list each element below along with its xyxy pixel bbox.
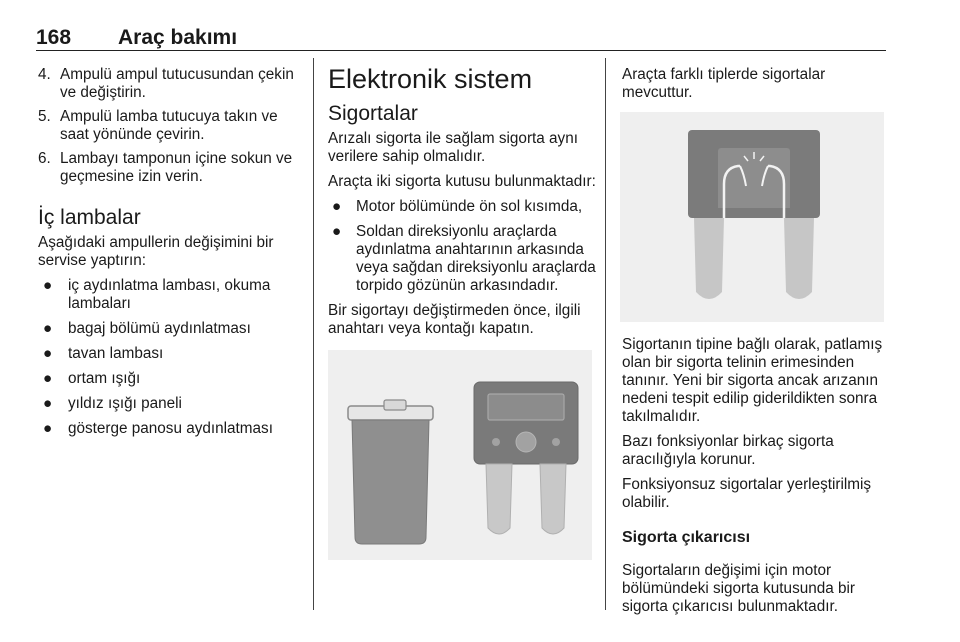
subsection-title-fuses: Sigortalar	[328, 102, 418, 125]
list-item	[38, 320, 300, 338]
chapter-title: Araç bakımı	[118, 26, 238, 49]
list-item	[38, 108, 300, 144]
paragraph: Araçta iki sigorta kutusu bulunmaktadır:	[328, 173, 596, 190]
paragraph: Araçta farklı tiplerde sigortalar mevcuttur.	[622, 66, 826, 101]
page-header	[36, 22, 886, 52]
paragraph: Bir sigortayı değiştirmeden önce, ilgili anahtarı veya kontağı kapatın.	[328, 302, 581, 337]
fuse-side-view-icon	[348, 400, 433, 544]
blown-fuse-illustration	[620, 112, 884, 322]
paragraph: Arızalı sigorta ile sağlam sigorta aynı verilere sahip olmalıdır.	[328, 130, 578, 165]
bullet-icon: ●	[43, 320, 53, 337]
step-text: Ampulü ampul tutucusundan çekin ve değiştirin.	[60, 66, 294, 101]
list-item	[38, 370, 300, 388]
header-rule	[36, 50, 886, 51]
bullet-text: ortam ışığı	[68, 370, 141, 387]
bullet-text: bagaj bölümü aydınlatması	[68, 320, 251, 337]
list-item	[38, 150, 300, 186]
bullet-text: Soldan direksiyonlu araçlarda aydınlatma anahtarının arkasında veya sağdan direksiyonlu araçlarda torpido gözünün arkasındadır.	[356, 223, 596, 294]
bullet-text: gösterge panosu aydınlatması	[68, 420, 273, 437]
subsection-title-fuse-extractor: Sigorta çıkarıcısı	[622, 529, 751, 546]
bullet-text: Motor bölümünde ön sol kısımda,	[356, 198, 583, 215]
list-item	[328, 198, 596, 216]
paragraph: Sigortanın tipine bağlı olarak, patlamış olan bir sigorta telinin erimesinden tanınır. Yeni bir sigorta ancak arızanın nedeni tespit edilip giderildikten sonra takılmalıdır.	[622, 336, 883, 425]
bullet-list	[328, 198, 596, 295]
paragraph: Bazı fonksiyonlar birkaç sigorta aracılığıyla korunur.	[622, 433, 834, 468]
step-list	[38, 66, 300, 186]
list-item	[38, 345, 300, 363]
bullet-icon: ●	[43, 277, 53, 294]
bullet-text: iç aydınlatma lambası, okuma lambaları	[68, 277, 271, 312]
list-item	[38, 420, 300, 438]
bullet-list	[38, 277, 300, 438]
bullet-text: tavan lambası	[68, 345, 164, 362]
step-number: 5.	[38, 108, 51, 125]
list-item	[38, 66, 300, 102]
bullet-icon: ●	[332, 223, 342, 240]
bullet-icon: ●	[43, 420, 53, 437]
list-item	[38, 277, 300, 313]
bullet-icon: ●	[43, 395, 53, 412]
page-number: 168	[36, 26, 72, 49]
bullet-icon: ●	[332, 198, 342, 215]
column-2	[328, 60, 596, 560]
bullet-icon: ●	[43, 345, 53, 362]
step-number: 4.	[38, 66, 51, 83]
paragraph: Fonksiyonsuz sigortalar yerleştirilmiş olabilir.	[622, 476, 872, 511]
section-title-electronic-system: Elektronik sistem	[328, 64, 533, 94]
bullet-text: yıldız ışığı paneli	[68, 395, 182, 412]
fuse-types-illustration	[328, 350, 592, 560]
paragraph: Sigortaların değişimi için motor bölümündeki sigorta kutusunda bir sigorta çıkarıcısı bulunmaktadır.	[622, 562, 855, 615]
step-text: Lambayı tamponun içine sokun ve geçmesine izin verin.	[60, 150, 293, 185]
column-3	[622, 60, 888, 623]
column-1	[38, 60, 300, 445]
column-divider-2	[605, 58, 606, 610]
list-item	[328, 223, 596, 295]
list-item	[38, 395, 300, 413]
bullet-icon: ●	[43, 370, 53, 387]
section-title-interior-lights: İç lambalar	[38, 206, 141, 229]
step-text: Ampulü lamba tutucuya takın ve saat yönünde çevirin.	[60, 108, 278, 143]
intro-text: Aşağıdaki ampullerin değişimini bir servise yaptırın:	[38, 234, 274, 269]
step-number: 6.	[38, 150, 51, 167]
column-divider-1	[313, 58, 314, 610]
